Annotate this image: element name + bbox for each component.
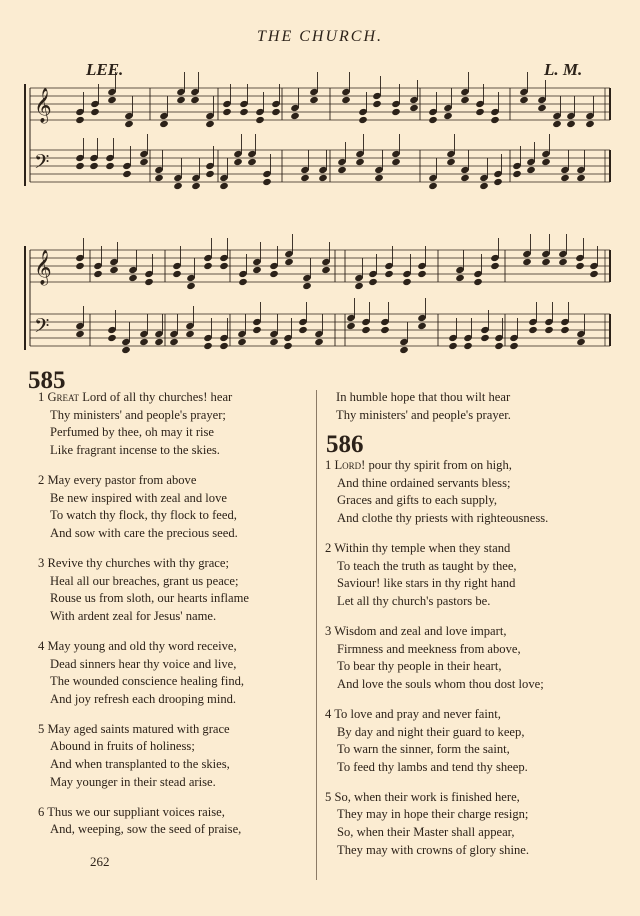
hymn-585-continued: [336, 389, 511, 424]
verse-line: So, when their Master shall appear,: [337, 825, 515, 840]
note-head: [560, 326, 570, 334]
note-head: [480, 334, 490, 342]
note-head: [121, 346, 131, 354]
note-head: [90, 108, 100, 116]
note-head: [269, 270, 279, 278]
note-head: [173, 182, 183, 190]
note-head: [247, 158, 257, 166]
note-head: [417, 270, 427, 278]
stanza-number: 2: [325, 540, 332, 555]
hymn-585-number: 585: [28, 367, 66, 394]
verse-line: Let all thy church's pastors be.: [337, 593, 491, 608]
note-head: [380, 326, 390, 334]
note-head: [109, 266, 119, 274]
stanza: [38, 472, 249, 542]
verse-line: To watch thy flock, thy flock to feed,: [50, 508, 237, 523]
note-head: [391, 108, 401, 116]
note-head: [541, 258, 551, 266]
stanza: [325, 457, 548, 527]
score-system-2: [25, 234, 610, 354]
verse-line: Firmness and meekness from above,: [337, 641, 521, 656]
tune-name: LEE.: [86, 60, 124, 79]
verse-line: To warn the sinner, form the saint,: [337, 742, 510, 757]
verse-line: They may with crowns of glory shine.: [337, 842, 530, 857]
verse-line: By day and night their guard to keep,: [337, 724, 525, 739]
note-head: [219, 182, 229, 190]
verse-line: To teach the truth as taught by thee,: [337, 558, 517, 573]
verse-line: Revive thy churches with thy grace;: [47, 555, 229, 570]
note-head: [283, 342, 293, 350]
note-head: [409, 104, 419, 112]
verse-line: May every pastor from above: [47, 472, 197, 487]
treble-clef-icon: 𝄞: [34, 250, 52, 285]
note-head: [490, 116, 500, 124]
note-head: [298, 326, 308, 334]
note-head: [354, 282, 364, 290]
note-head: [494, 342, 504, 350]
note-head: [128, 274, 138, 282]
verse-line: And joy refresh each drooping mind.: [50, 691, 237, 706]
note-head: [575, 262, 585, 270]
note-head: [300, 174, 310, 182]
verse-line: May younger in their stead arise.: [50, 774, 216, 789]
verse-line: May aged saints matured with grace: [47, 721, 230, 736]
stanza-number: 6: [38, 804, 45, 819]
note-head: [399, 346, 409, 354]
verse-line: And when transplanted to the skies,: [50, 757, 230, 772]
note-head: [391, 158, 401, 166]
verse-line: To feed thy lambs and tend thy sheep.: [337, 759, 528, 774]
tune-meter: L. M.: [544, 60, 583, 79]
note-head: [576, 338, 586, 346]
note-head: [222, 108, 232, 116]
note-head: [191, 182, 201, 190]
note-head: [361, 326, 371, 334]
stanza: [38, 721, 249, 791]
note-head: [509, 342, 519, 350]
note-head: [428, 116, 438, 124]
note-head: [585, 120, 595, 128]
note-head: [368, 278, 378, 286]
hymn-586-text: [325, 457, 548, 872]
note-head: [473, 278, 483, 286]
note-head: [107, 334, 117, 342]
verse-line: So, when their work is finished here,: [334, 789, 520, 804]
verse-line: Dead sinners hear thy voice and live,: [50, 656, 237, 671]
note-head: [203, 342, 213, 350]
note-head: [122, 170, 132, 178]
verse-line: Thy ministers' and people's prayer.: [336, 407, 511, 422]
verse-line: Be new inspired with zeal and love: [50, 490, 227, 505]
note-head: [169, 338, 179, 346]
note-head: [271, 108, 281, 116]
note-head: [93, 270, 103, 278]
note-head: [355, 158, 365, 166]
note-head: [537, 104, 547, 112]
note-head: [186, 282, 196, 290]
note-head: [219, 262, 229, 270]
note-head: [269, 338, 279, 346]
note-head: [541, 158, 551, 166]
note-head: [219, 342, 229, 350]
verse-line: Within thy temple when they stand: [334, 540, 511, 555]
note-head: [75, 116, 85, 124]
note-head: [107, 96, 117, 104]
note-head: [417, 322, 427, 330]
verse-line: They may in hope their charge resign;: [337, 807, 529, 822]
column-divider: [316, 390, 317, 880]
page-number: 262: [90, 854, 110, 869]
bass-clef-icon: 𝄢: [34, 314, 50, 342]
verse-line: Thus we our suppliant voices raise,: [47, 804, 225, 819]
note-head: [139, 338, 149, 346]
stanza: [38, 638, 249, 708]
note-head: [566, 120, 576, 128]
verse-line: With ardent zeal for Jesus' name.: [50, 608, 217, 623]
note-head: [139, 158, 149, 166]
note-head: [89, 162, 99, 170]
stanza: [325, 789, 548, 859]
note-head: [309, 96, 319, 104]
note-head: [428, 182, 438, 190]
note-head: [290, 112, 300, 120]
note-head: [589, 270, 599, 278]
note-head: [552, 120, 562, 128]
verse-line: And thine ordained servants bless;: [337, 475, 511, 490]
note-head: [560, 174, 570, 182]
verse-line: To bear thy people in their heart,: [337, 659, 502, 674]
note-head: [358, 116, 368, 124]
note-head: [75, 162, 85, 170]
note-head: [318, 174, 328, 182]
treble-clef-icon: 𝄞: [34, 88, 52, 123]
note-head: [284, 258, 294, 266]
note-head: [455, 274, 465, 282]
stanza-number: 4: [325, 706, 332, 721]
note-head: [576, 174, 586, 182]
note-head: [238, 278, 248, 286]
note-head: [463, 342, 473, 350]
verse-line: May young and old thy word receive,: [47, 638, 237, 653]
note-head: [144, 278, 154, 286]
note-head: [341, 96, 351, 104]
music-score: [0, 0, 640, 370]
note-head: [374, 174, 384, 182]
stanza-number: 1: [38, 390, 45, 404]
note-head: [446, 158, 456, 166]
verse-line: In humble hope that thou wilt hear: [336, 390, 511, 404]
stanza: [325, 540, 548, 610]
verse-line: Graces and gifts to each supply,: [337, 493, 498, 508]
verse-line: Wisdom and zeal and love impart,: [334, 623, 507, 638]
note-head: [75, 262, 85, 270]
verse-line: And, weeping, sow the seed of praise,: [50, 822, 242, 837]
note-head: [384, 270, 394, 278]
note-head: [252, 326, 262, 334]
first-word: Great: [47, 390, 80, 404]
score-system-1: [25, 72, 610, 190]
stanza: [38, 804, 249, 839]
note-head: [252, 266, 262, 274]
note-head: [124, 120, 134, 128]
verse-line: And sow with care the precious seed.: [50, 525, 238, 540]
note-head: [528, 326, 538, 334]
note-head: [475, 108, 485, 116]
stanza-number: 3: [325, 623, 332, 638]
note-head: [321, 266, 331, 274]
note-head: [460, 174, 470, 182]
verse-line: To love and pray and never faint,: [334, 706, 501, 721]
stanza-number: 1: [325, 458, 332, 472]
note-head: [346, 322, 356, 330]
stanza-number: 5: [325, 789, 332, 804]
hymn-585-text: [38, 389, 249, 852]
verse-line: Saviour! like stars in thy right hand: [337, 576, 516, 591]
verse-line: Heal all our breaches, grant us peace;: [50, 573, 239, 588]
note-head: [239, 108, 249, 116]
stanza-number: 3: [38, 555, 45, 570]
note-head: [190, 96, 200, 104]
note-head: [176, 96, 186, 104]
page-header: THE CHURCH.: [256, 28, 383, 45]
stanza: [325, 623, 548, 693]
note-head: [105, 162, 115, 170]
stanza-number: 5: [38, 721, 45, 736]
stanza-number: 2: [38, 472, 45, 487]
note-head: [544, 326, 554, 334]
note-head: [519, 96, 529, 104]
hymn-586-number: 586: [326, 431, 364, 458]
note-head: [448, 342, 458, 350]
note-head: [443, 112, 453, 120]
stanza-number: 4: [38, 638, 45, 653]
verse-line: Rouse us from sloth, our hearts inflame: [50, 591, 250, 606]
verse-line: ! pour thy spirit from on high,: [361, 458, 512, 472]
first-word: Lord: [334, 458, 362, 472]
note-head: [159, 120, 169, 128]
verse-line: The wounded conscience healing find,: [50, 674, 245, 689]
note-head: [154, 174, 164, 182]
stanza: [38, 555, 249, 625]
note-head: [558, 258, 568, 266]
verse-line: And clothe thy priests with righteousness.: [337, 510, 549, 525]
note-head: [493, 178, 503, 186]
note-head: [337, 166, 347, 174]
note-head: [203, 262, 213, 270]
verse-line: Like fragrant incense to the skies.: [50, 442, 220, 457]
note-head: [185, 330, 195, 338]
note-head: [314, 338, 324, 346]
note-head: [75, 330, 85, 338]
note-head: [154, 338, 164, 346]
stanza: [325, 706, 548, 776]
note-head: [460, 96, 470, 104]
verse-line: And love the souls whom thou dost love;: [337, 676, 544, 691]
note-head: [479, 182, 489, 190]
verse-line: Lord of all thy churches! hear: [79, 390, 233, 404]
verse-line: Thy ministers' and people's prayer;: [50, 407, 226, 422]
note-head: [255, 116, 265, 124]
verse-line: Perfumed by thee, oh may it rise: [50, 425, 215, 440]
verse-line: Abound in fruits of holiness;: [50, 739, 195, 754]
note-head: [205, 170, 215, 178]
stanza: [38, 389, 249, 459]
note-head: [205, 120, 215, 128]
note-head: [233, 158, 243, 166]
note-head: [262, 178, 272, 186]
note-head: [302, 282, 312, 290]
bass-clef-icon: 𝄢: [34, 150, 50, 178]
note-head: [526, 166, 536, 174]
note-head: [372, 100, 382, 108]
note-head: [512, 170, 522, 178]
note-head: [172, 270, 182, 278]
note-head: [402, 278, 412, 286]
note-head: [522, 258, 532, 266]
note-head: [237, 338, 247, 346]
note-head: [490, 262, 500, 270]
